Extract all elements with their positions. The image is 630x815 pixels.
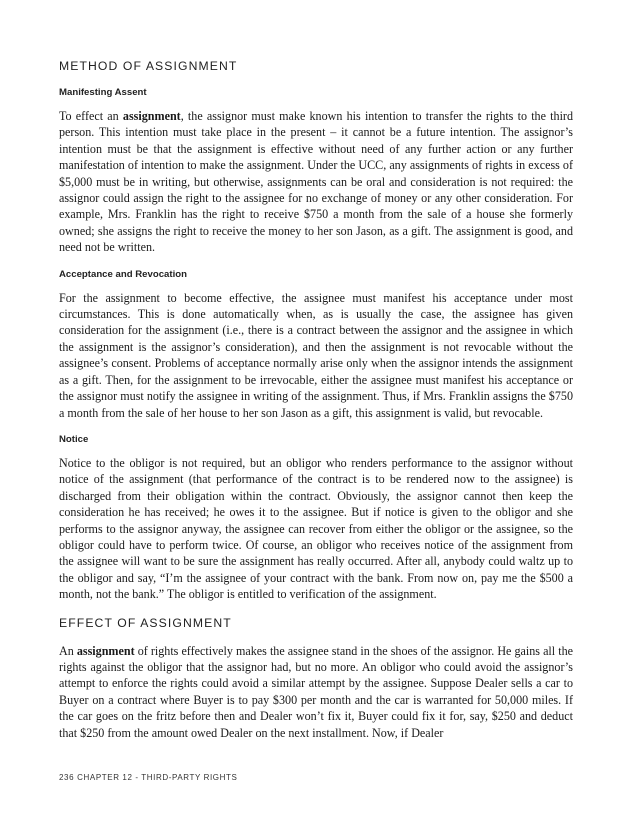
subheading-acceptance-revocation: Acceptance and Revocation [59,268,187,280]
term-assignment: assignment [76,643,135,658]
subheading-notice: Notice [59,433,89,445]
subheading-manifesting-assent: Manifesting Assent [59,87,147,98]
paragraph-manifesting-assent [59,108,573,256]
paragraph-lead: To effect an [59,109,123,123]
paragraph-notice: Notice to the obligor is not required, but an obligor who renders performance to the assignor without notice of the assignment (that performance of the contract is to be rendered now to the assignee) is discharged from their obligation within the contract. Obviously, the assignor cannot then keep the consideration he has received; he owes it to the assignee. But if notice is given to the obligor and she performs to the assignor anyway, the assignee can recover from either the obligor or the assignee, so the obligor could have to perform twice. Of course, an obligor who receives notice of the assignment from the assignee will want to be sure the assignment has really occurred. After all, anybody could waltz up to the obligor and say, “I’m the assignee of your contract with the bank. From now on, pay me the $500 a month, not the bank.” The obligor is entitled to verification of the assignment. [59,455,573,602]
term-assignment: assignment [122,109,181,123]
page-footer [59,773,240,782]
section-heading-method: METHOD OF ASSIGNMENT [59,59,238,73]
paragraph-text: of rights effectively makes the assignee stand in the shoes of the assignor. He gains all the rights against the obligor that the assignor had, but no more. An obligor who could avoid the assignor’s attempt to enforce the rights could avoid a similar attempt by the assignee. Suppose Dealer sells a car to Buyer on a contract where Buyer is to pay $300 per month and the car is warranted for 50,000 miles. If the car goes on the fritz before then and Dealer won’t fix it, Buyer could fix it for, say, $250 and deduct that $250 from the amount owed Dealer on the next installment. Now, if Dealer [59,643,573,740]
section-heading-effect: EFFECT OF ASSIGNMENT [59,615,232,630]
paragraph-text: , the assignor must make known his intention to transfer the rights to the third person. This intention must take place in the present – it cannot be a future intention. The assignor’s intention must be that the assignment is effective without need of any further action or any further manifestation of intention to make the assignment. Under the UCC, any assignments of rights in excess of $5,000 must be in writing, but otherwise, assignments can be oral and consideration is not required: the assignor could assign the right to the assignee for no exchange of money or any other consideration. For example, Mrs. Franklin has the right to receive $750 a month from the sale of a house she formerly owned; she assigns the right to receive the money to her son Jason, as a gift. The assignment is good, and need not be written. [59,109,574,255]
chapter-title: CHAPTER 12 - THIRD-PARTY RIGHTS [77,773,238,782]
paragraph-acceptance-revocation: For the assignment to become effective, the assignee must manifest his acceptance under most circumstances. This is done automatically when, as is usually the case, the assignee has given consideration for the assignment (i.e., there is a contract between the assignor and the assignee in which the assignment is the assignor’s consideration), and then the assignment is not revocable without the assignee’s consent. Problems of acceptance normally arise only when the assignor intends the assignment as a gift. Then, for the assignment to be irrevocable, either the assignee must manifest his acceptance or the assignor must notify the assignee in writing of the assignment. Thus, if Mrs. Franklin assigns the $750 a month from the sale of her house to her son Jason as a gift, this assignment is valid, but revocable. [59,290,573,420]
paragraph-effect-of-assignment [59,643,573,741]
paragraph-lead: An [59,643,77,658]
page-number: 236 [59,773,75,782]
